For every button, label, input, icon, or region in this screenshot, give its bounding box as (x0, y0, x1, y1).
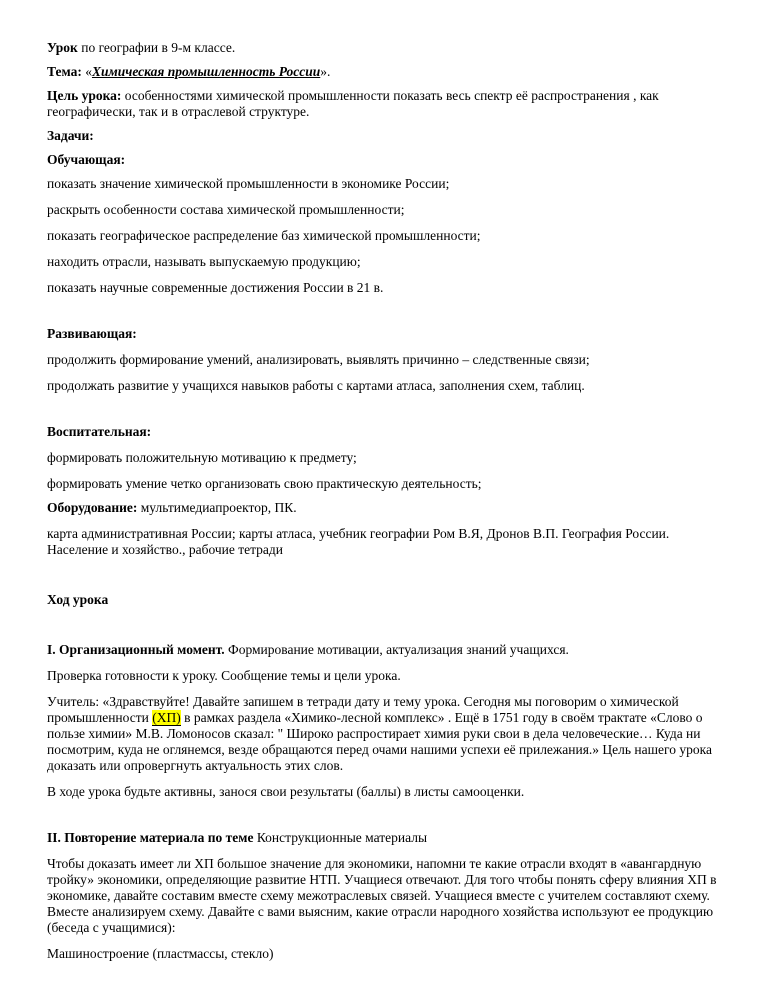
topic-label: Тема: (47, 64, 82, 79)
educational-item: формировать положительную мотивацию к предмету; (47, 450, 357, 465)
educational-item: формировать умение четко организовать свою практическую деятельность; (47, 476, 482, 491)
goal-paragraph (47, 88, 727, 120)
section2-heading (47, 830, 727, 846)
section2-paragraph: Чтобы доказать имеет ли ХП большое значение для экономики, напомни те какие отрасли входят в «авангардную тройку» экономики, определяющие развитие НТП. Учащиеся отвечают. Для того чтобы понять сферу влияния ХП в экономике, давайте составим вместе схему межотраслевых связей. Учащиеся вместе с учителем составляют схему. Вместе анализируем схему. Давайте с вами выясним, какие отрасли народного хозяйства используют ее продукцию (беседа с учащимися): (47, 856, 717, 935)
topic-title: Химическая промышленность России (91, 64, 321, 79)
tasks-heading: Задачи: (47, 128, 94, 143)
developing-item: продолжать развитие у учащихся навыков работы с картами атласа, заполнения схем, таблиц. (47, 378, 585, 393)
equipment-label: Оборудование: (47, 500, 138, 515)
teacher-speech (47, 694, 727, 774)
topic-line (47, 64, 727, 80)
section2-title-rest: Конструкционные материалы (253, 830, 428, 845)
teaching-item: раскрыть особенности состава химической промышленности; (47, 202, 405, 217)
section1-title-rest: Формирование мотивации, актуализация знаний учащихся. (224, 642, 569, 657)
lesson-line (47, 40, 727, 56)
section1-heading (47, 642, 727, 658)
section1-check: Проверка готовности к уроку. Сообщение темы и цели урока. (47, 668, 401, 683)
section2-title: II. Повторение материала по теме (47, 830, 254, 845)
topic-quote-open: « (81, 64, 92, 79)
teacher-speech-start: Учитель: «Здравствуйте! Давайте запишем в тетради дату и тему урока. Сегодня мы поговорим о химической промышленности (47, 694, 679, 725)
equipment-details: карта административная России; карты атласа, учебник географии Ром В.Я, Дронов В.П. География России. Население и хозяйство., рабочие тетради (47, 526, 670, 557)
lesson-label: Урок (47, 40, 78, 55)
teaching-item: показать значение химической промышленности в экономике России; (47, 176, 450, 191)
topic-quote-close: ». (320, 64, 331, 79)
equipment-line (47, 500, 727, 516)
developing-heading: Развивающая: (47, 326, 137, 341)
teaching-item: показать географическое распределение баз химической промышленности; (47, 228, 481, 243)
lesson-text: по географии в 9-м классе. (77, 40, 236, 55)
course-heading: Ход урока (47, 592, 109, 607)
document-page (47, 40, 727, 962)
equipment-text: мультимедиапроектор, ПК. (137, 500, 297, 515)
goal-text: особенностями химической промышленности показать весь спектр её распространения , как географически, так и в отраслевой структуре. (47, 88, 659, 119)
teaching-item: показать научные современные достижения России в 21 в. (47, 280, 384, 295)
highlighted-abbreviation: (ХП) (152, 710, 181, 725)
machine-building-line: Машиностроение (пластмассы, стекло) (47, 946, 274, 961)
teaching-heading: Обучающая: (47, 152, 126, 167)
goal-label: Цель урока: (47, 88, 122, 103)
teaching-item: находить отрасли, называть выпускаемую продукцию; (47, 254, 361, 269)
self-assessment: В ходе урока будьте активны, занося свои результаты (баллы) в листы самооценки. (47, 784, 525, 799)
teacher-speech-end: в рамках раздела «Химико-лесной комплекс» . Ещё в 1751 году в своём трактате «Слово о пользе химии» М.В. Ломоносов сказал: " Широко распростирает химия руки свои в дела человеческие… Куда ни посмотрим, куда не оглянемся, везде обращаются перед очами нашими успехи её прилежания.» Цель нашего урока доказать или опровергнуть актуальность этих слов. (47, 710, 712, 773)
educational-heading: Воспитательная: (47, 424, 152, 439)
developing-item: продолжить формирование умений, анализировать, выявлять причинно – следственные связи; (47, 352, 590, 367)
section1-title: I. Организационный момент. (47, 642, 225, 657)
